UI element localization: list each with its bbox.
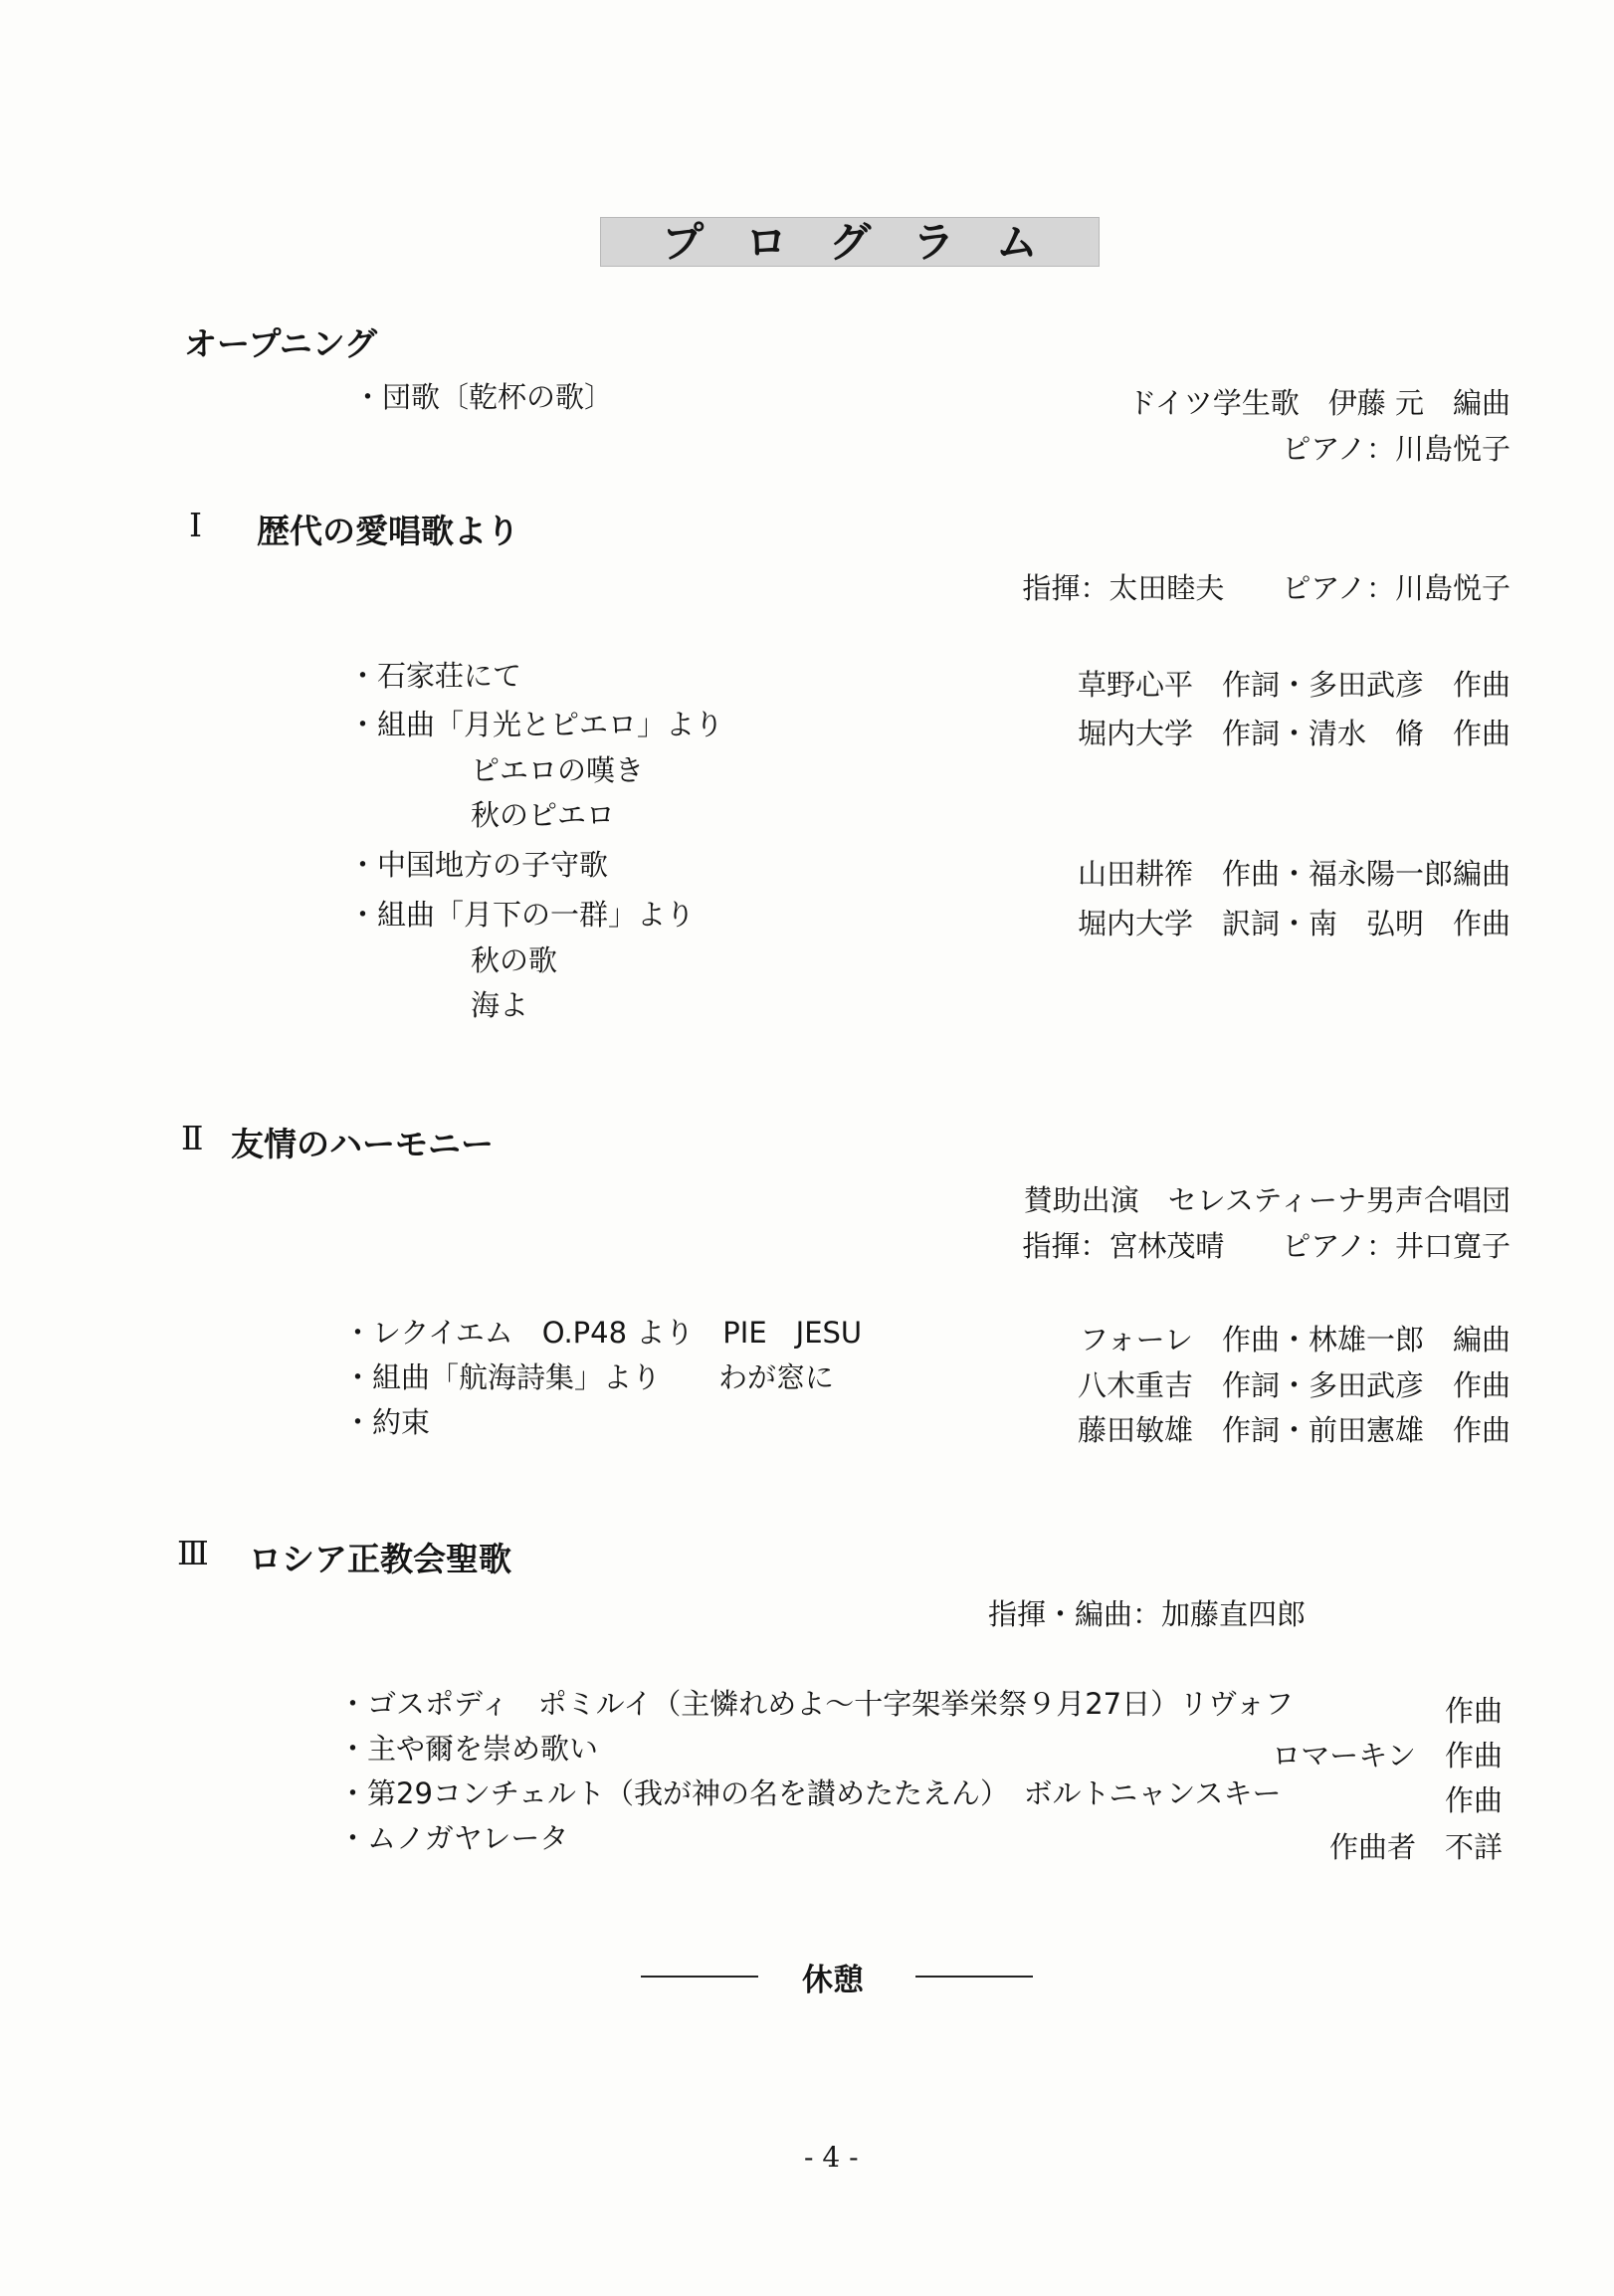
intermission-label: 休憩 [802, 1963, 864, 1998]
list-item-credit: ロマーキン 作曲 [1272, 1739, 1503, 1773]
section3-numeral: Ⅲ [177, 1534, 209, 1572]
list-item: ・中国地方の子守歌 [348, 848, 609, 882]
section3-conductor: 指揮・編曲：加藤直四郎 [987, 1597, 1306, 1631]
list-item: 海よ [471, 988, 529, 1022]
page-number: - 4 - [804, 2141, 859, 2174]
intermission-rule-left [641, 1976, 758, 1978]
list-item-credit: 堀内大学 作詞・清水 脩 作曲 [1077, 717, 1511, 750]
list-item: ・組曲「月下の一群」より [348, 898, 696, 932]
list-item-credit: 作曲者 不詳 [1328, 1830, 1503, 1864]
section2-conductor: 指揮：宮林茂晴 ピアノ：井口寛子 [1022, 1229, 1511, 1263]
list-item: ピエロの嘆き [471, 753, 645, 787]
opening-piano: ピアノ：川島悦子 [1282, 432, 1511, 466]
section1-conductor: 指揮：太田睦夫 ピアノ：川島悦子 [1022, 571, 1511, 605]
section2-guest: 賛助出演 セレスティーナ男声合唱団 [1023, 1183, 1511, 1217]
section2-numeral: Ⅱ [181, 1119, 204, 1157]
list-item: 秋のピエロ [471, 798, 616, 832]
list-item: 秋の歌 [471, 943, 558, 977]
section1-numeral: Ⅰ [189, 506, 203, 544]
list-item-credit: 作曲 [1444, 1783, 1503, 1817]
list-item-credit: 八木重吉 作詞・多田武彦 作曲 [1077, 1368, 1511, 1402]
page-title: プログラム [600, 217, 1100, 267]
opening-item: ・団歌〔乾杯の歌〕 [353, 380, 614, 414]
intermission-rule-right [915, 1976, 1033, 1978]
list-item: ・主や爾を崇め歌い [338, 1732, 599, 1766]
opening-heading: オープニング [184, 324, 378, 363]
list-item-credit: 堀内大学 訳詞・南 弘明 作曲 [1077, 907, 1511, 940]
list-item-credit: 草野心平 作詞・多田武彦 作曲 [1077, 668, 1511, 702]
opening-credit: ドイツ学生歌 伊藤 元 編曲 [1127, 386, 1511, 420]
list-item-credit: 作曲 [1444, 1694, 1503, 1728]
list-item: ・約束 [343, 1405, 431, 1439]
list-item-credit: フォーレ 作曲・林雄一郎 編曲 [1080, 1323, 1511, 1357]
list-item: ・ゴスポディ ポミルイ（主憐れめよ～十字架挙栄祭９月27日）リヴォフ [338, 1687, 1294, 1721]
list-item: ・組曲「月光とピエロ」より [348, 708, 724, 741]
section3-heading: ロシア正教会聖歌 [249, 1540, 511, 1578]
list-item: ・ムノガヤレータ [338, 1821, 569, 1855]
section2-heading: 友情のハーモニー [231, 1125, 494, 1163]
list-item-credit: 藤田敏雄 作詞・前田憲雄 作曲 [1077, 1413, 1511, 1447]
section1-heading: 歴代の愛唱歌より [257, 512, 519, 550]
list-item: ・組曲「航海詩集」より わが窓に [343, 1360, 835, 1394]
list-item: ・第29コンチェルト（我が神の名を讃めたたえん） ボルトニャンスキー [338, 1776, 1282, 1810]
list-item: ・レクイエム O.P48 より PIE JESU [343, 1316, 863, 1350]
list-item-credit: 山田耕筰 作曲・福永陽一郎編曲 [1077, 857, 1511, 891]
list-item: ・石家荘にて [348, 659, 522, 693]
